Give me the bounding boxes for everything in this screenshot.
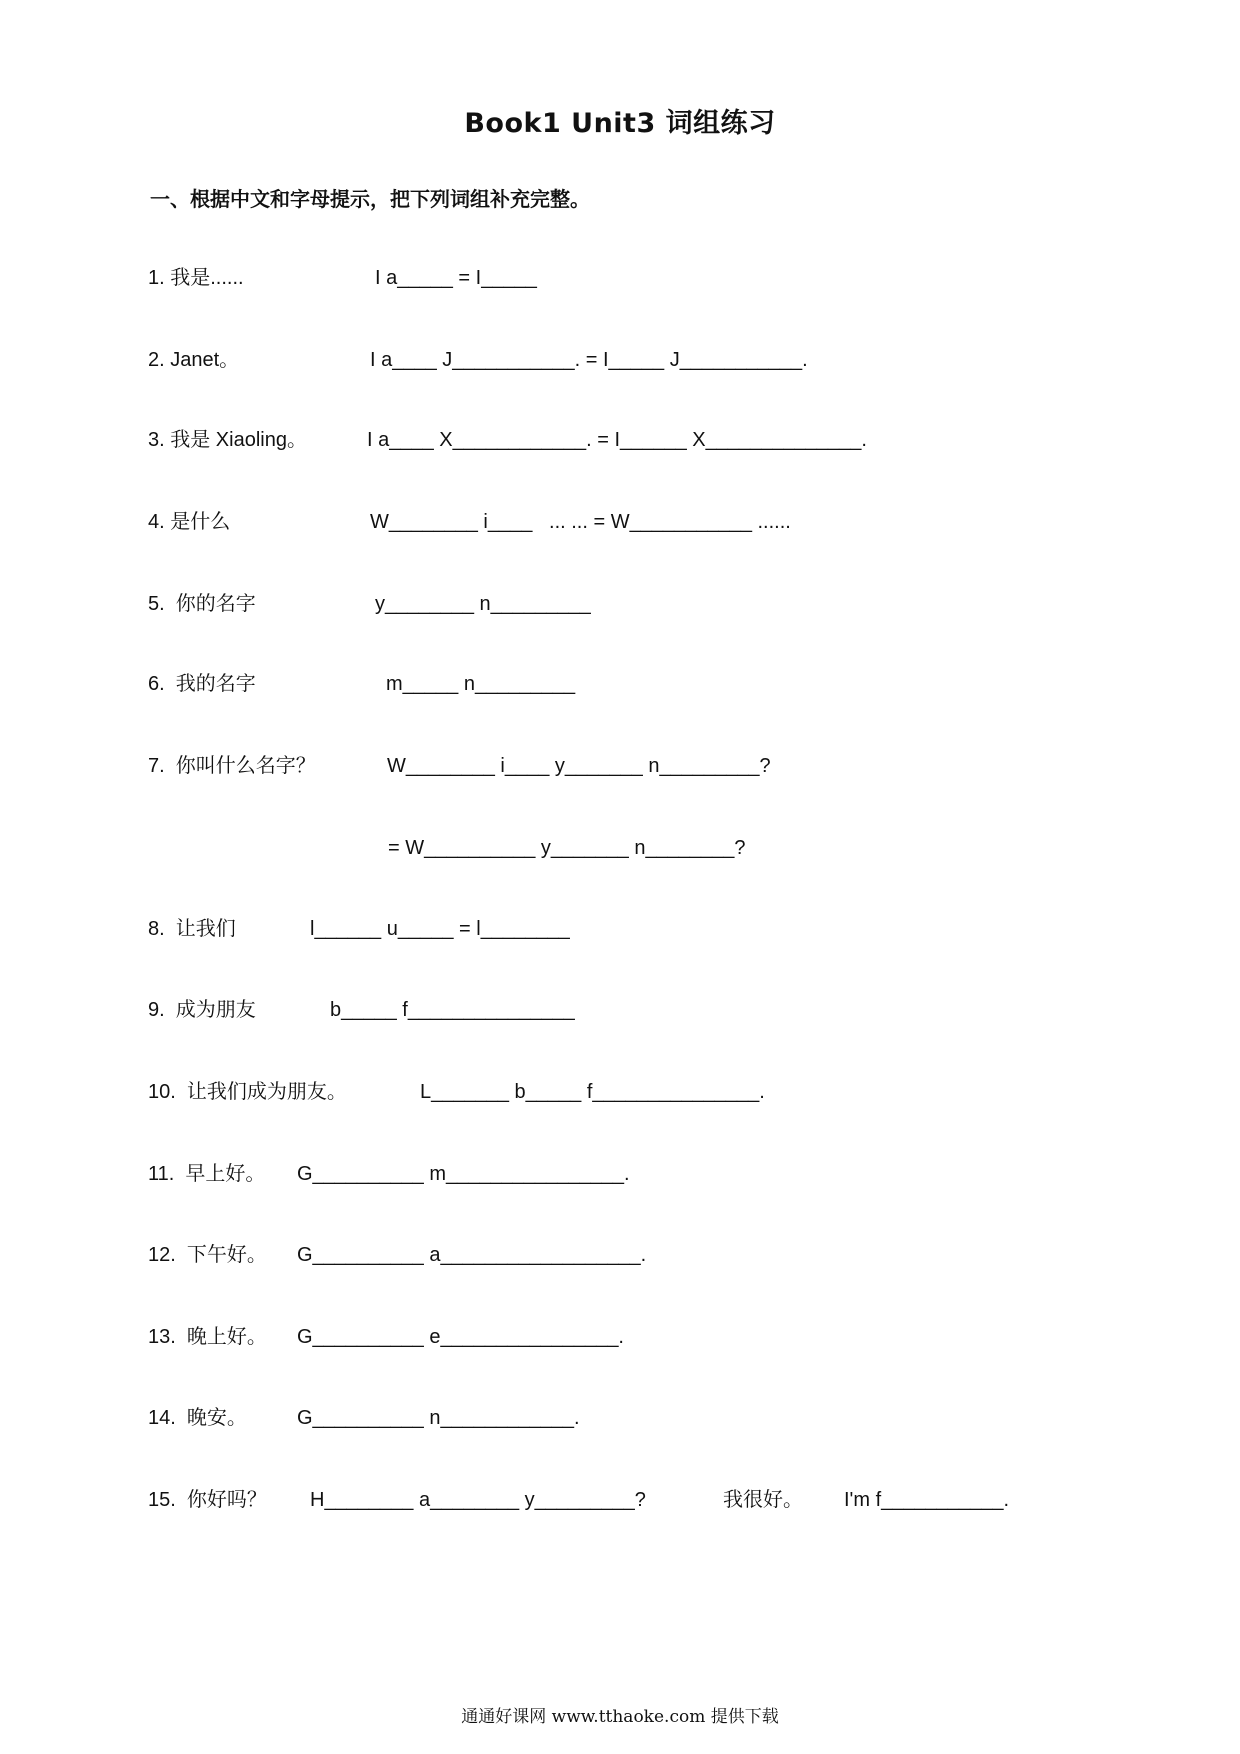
item-answer-blanks: G__________ a__________________.: [297, 1244, 647, 1266]
item-answer-blanks: G__________ n____________.: [297, 1407, 580, 1429]
item-prompt: 2. Janet。: [148, 349, 240, 371]
item-answer-blanks: l______ u_____ = l________: [310, 918, 570, 940]
exercise-item-8: [0, 914, 1240, 944]
exercise-item-7: [0, 751, 1240, 781]
exercise-item-9: [0, 995, 1240, 1025]
item-prompt: 12. 下午好。: [148, 1244, 267, 1266]
item-answer-blanks: L_______ b_____ f_______________.: [420, 1081, 765, 1103]
exercise-item-4: [0, 507, 1240, 537]
exercise-item-7-alt: [0, 833, 1240, 863]
exercise-item-10: [0, 1077, 1240, 1107]
exercise-item-11: [0, 1159, 1240, 1189]
worksheet-title: Book1 Unit3 词组练习: [464, 108, 776, 139]
item-answer-blanks: G__________ m________________.: [297, 1163, 630, 1185]
item-answer-blanks: = W__________ y_______ n________?: [388, 837, 746, 859]
item-prompt: 13. 晚上好。: [148, 1326, 267, 1348]
section-heading: 一、根据中文和字母提示，把下列词组补充完整。: [150, 187, 590, 211]
item-prompt: 8. 让我们: [148, 918, 236, 940]
item-prompt: 4. 是什么: [148, 511, 231, 533]
exercise-item-12: [0, 1240, 1240, 1270]
exercise-item-13: [0, 1322, 1240, 1352]
item-answer-blanks: I a____ X____________. = I______ X______________.: [367, 429, 867, 451]
item-answer-blanks: y________ n_________: [375, 593, 591, 615]
item-prompt: 11. 早上好。: [148, 1163, 266, 1185]
item-answer-blanks: W________ i____ y_______ n_________?: [387, 755, 771, 777]
exercise-item-6: [0, 669, 1240, 699]
item-extra-prompt: 我很好。: [723, 1489, 803, 1511]
item-answer-blanks: I a____ J___________. = I_____ J___________.: [370, 349, 808, 371]
item-prompt: 10. 让我们成为朋友。: [148, 1081, 347, 1103]
item-prompt: 9. 成为朋友: [148, 999, 256, 1021]
exercise-item-1: [0, 263, 1240, 293]
exercise-item-2: [0, 345, 1240, 375]
item-answer-blanks: I a_____ = I_____: [375, 267, 537, 289]
item-prompt: 7. 你叫什么名字？: [148, 755, 316, 777]
item-answer-blanks: W________ i____ ... ... = W___________ ......: [370, 511, 791, 533]
item-answer-blanks: m_____ n_________: [386, 673, 576, 695]
exercise-item-14: [0, 1403, 1240, 1433]
item-answer-blanks: b_____ f_______________: [330, 999, 575, 1021]
item-prompt: 15. 你好吗？: [148, 1489, 267, 1511]
item-prompt: 3. 我是 Xiaoling。: [148, 429, 307, 451]
item-prompt: 6. 我的名字: [148, 673, 256, 695]
item-prompt: 5. 你的名字: [148, 593, 256, 615]
exercise-item-5: [0, 589, 1240, 619]
item-answer-blanks: G__________ e________________.: [297, 1326, 624, 1348]
exercise-item-3: [0, 425, 1240, 455]
item-extra-answer: I'm f___________.: [844, 1489, 1010, 1511]
item-prompt: 1. 我是......: [148, 267, 244, 289]
item-prompt: 14. 晚安。: [148, 1407, 247, 1429]
exercise-item-15: [0, 1485, 1240, 1515]
footer-credit: 通通好课网 www.tthaoke.com 提供下载: [461, 1707, 779, 1727]
item-answer-blanks: H________ a________ y_________?: [310, 1489, 646, 1511]
